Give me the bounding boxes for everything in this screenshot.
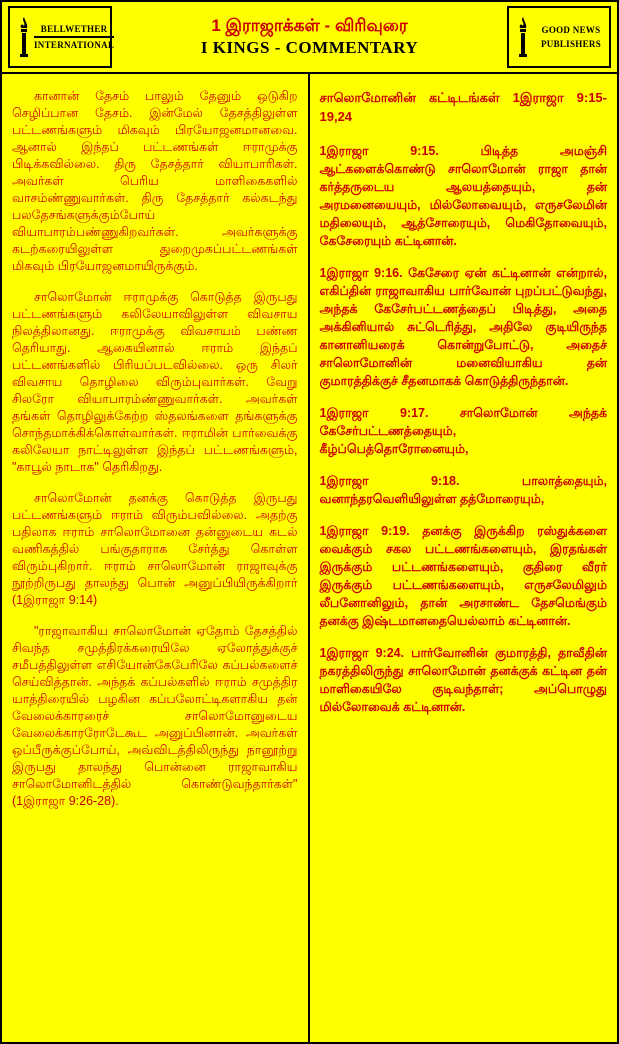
verse-item <box>320 472 608 508</box>
page-header <box>2 2 617 74</box>
commentary-paragraph: சாலொமோன் தனக்கு கொடுத்த இருபது பட்டணங்களும் ஈராம் விரும்பவில்லை. அதற்கு பதிலாக ஈராம் சாலொமோனை தன்னுடைய கடல் வணிகத்தில் பங்குதாராக சேர்த்து கொள்ள விரும்புகிறார். ஈராம் சாலொமோன் ராஜாவுக்கு நூற்றிருபது தாலந்து பொன் அனுப்பியிருக்கிறார் (1இராஜா 9:14) <box>12 491 298 607</box>
page-title-english: I KINGS - COMMENTARY <box>200 38 419 57</box>
bellwether-logo-line2: INTERNATIONAL <box>34 40 115 50</box>
verse-reference: 1இராஜா 9:16. <box>319 266 403 280</box>
page-title <box>112 2 507 72</box>
verse-reference: 1இராஜா 9:15. <box>319 144 439 158</box>
verse-text: பார்வோனின் குமாரத்தி, தாவீதின் நகரத்திலிருந்து சாலொமோன் தனக்குக் கட்டின தன் மாளிகையிலே குடிவந்தாள்; அப்பொழுது மில்லோவைக் கட்டினான். <box>319 646 607 714</box>
verse-text: பாலாத்தையும், வனாந்தரவெளியிலுள்ள தத்மோரையும், <box>319 474 607 506</box>
page-body <box>2 74 617 1042</box>
verse-item <box>320 522 608 630</box>
verse-text: பிடித்த அமஞ்சி ஆட்களைக்கொண்டு சாலொமோன் ராஜா தான் கர்த்தருடைய ஆலயத்தையும், தன் அரமனையையும், மில்லோவையும், எருசலேமின் மதிலையும், ஆத்சோரையும், மெகிதோவையும், கேசேரையும் கட்டினான். <box>319 144 607 248</box>
verse-reference: 1இராஜா 9:19. <box>319 524 410 538</box>
scripture-column <box>310 74 618 1042</box>
commentary-paragraph: "ராஜாவாகிய சாலொமோன் ஏதோம் தேசத்தில் சிவந்த சமுத்திரக்கரையிலே ஏலோத்துக்குச் சமீபத்திலுள்ள எசியோன்கேபேரிலே கப்பல்களைச் செய்வித்தான். அந்தக் கப்பல்களில் ஈராம் சமுத்திர யாத்திரையில் பழகின கப்பலோட்டிகளாகிய தன் வேலைக்காரரைச் சாலொமோனுடைய வேலைக்காரரோடேகூட அனுப்பினான். அவர்கள் ஒப்பீருக்குப்போய், அவ்விடத்திலிருந்து நானூற்று இருபது தாலந்து பொன்னை ராஜாவாகிய சாலொமோனிடத்தில் கொண்டுவந்தார்கள்" (1இராஜா 9:26-28). <box>12 624 298 808</box>
good-news-logo-line2: PUBLISHERS <box>540 39 602 49</box>
commentary-paragraph: கானான் தேசம் பாலும் தேனும் ஒடுகிற செழிப்பான தேசம். இன்மேல் தேசத்திலுள்ள பட்டணங்களும் மிகவும் பிரயோஜனமானவை. ஆனால் இந்தப் பட்டணங்கள் ஈராமுக்கு பிடிக்கவில்லை. திரு தேசத்தார் வியாபாரிகள். அவர்கள் பெரிய மாளிகைகளில் வாசம்ண்ணுவார்கள். திரு தேசத்தார் கல்கடந்து பலதேசங்களுக்கும்போய் வியாபாரம்பண்ணுகிறவர்கள். அவர்களுக்கு கடற்கரையிலுள்ள துறைமுகப்பட்டணங்கள் மிகவும் பிரயோஜனமாயிருக்கும். <box>12 89 298 273</box>
verse-reference: 1இராஜா 9:17. <box>319 406 429 420</box>
torch-icon-right <box>513 15 533 59</box>
commentary-column <box>2 74 310 1042</box>
verse-item <box>320 142 608 250</box>
bellwether-logo-text <box>34 23 114 51</box>
verse-text: கேசேரை ஏன் கட்டினான் என்றால், எகிப்தின் ராஜாவாகிய பார்வோன் புறப்பட்டுவந்து, அந்தக் கேசேர்பட்டணத்தைப் பிடித்து, அதை அக்கினியால் சுட்டெரித்து, அதிலே குடியிருந்த கானானியரைக் கொன்றுபோட்டு, அதைச் சாலொமோனின் மனைவியாகிய தன் குமாரத்திக்குச் சீதனமாகக் கொடுத்திருந்தான். <box>319 266 607 388</box>
scripture-section-heading: சாலொமோனின் கட்டிடங்கள் 1இராஜா 9:15-19,24 <box>319 90 607 124</box>
torch-icon <box>14 15 34 59</box>
page-title-tamil: 1 இராஜாக்கள் - விரிவுரை <box>211 16 408 35</box>
verse-reference: 1இராஜா 9:18. <box>319 474 460 488</box>
verse-reference: 1இராஜா 9:24. <box>319 646 405 660</box>
bellwether-logo-line1: BELLWETHER <box>34 23 114 38</box>
good-news-publishers-logo <box>507 6 611 68</box>
verse-text: தனக்கு இருக்கிற ரஸ்துக்களை வைக்கும் சகல பட்டணங்களையும், இரதங்கள் இருக்கும் பட்டணங்களையும், குதிரை வீரர் இருக்கும் பட்டணங்களையும், எருசலேமிலும் லீபனோனிலும், தான் அரசாண்ட தேசமெங்கும் தனக்கு இஷ்டமானதையெல்லாம் கட்டினான். <box>319 524 607 628</box>
commentary-paragraph: சாலொமோன் ஈராமுக்கு கொடுத்த இருபது பட்டணங்களும் கலிலேயாவிலுள்ள விவசாய நிலத்திலானது. ஈராமுக்கு விவசாயம் பண்ண தெரியாது. ஆகையினால் ஈராம் இந்தப் பட்டணங்களில் பிரியப்படவில்லை. ஒரு சிலர் விவசாய தொழிலை விரும்புவார்கள். வேறு சிலரோ வியாபாரம்ண்ணுவார்கள். அவர்கள் தங்கள் தொழிலுக்கேற்ற ஸ்தலங்களை தங்களுக்கு சொந்தமாக்கிக்கொள்வார்கள். ஈராமின் பார்வைக்கு கலிலேயா நாட்டிலுள்ள இந்தப் பட்டணங்களும், "காபூல் நாடாக" தெரிகிறது. <box>12 290 298 474</box>
good-news-logo-text <box>533 24 609 50</box>
bellwether-international-logo <box>8 6 115 68</box>
verse-text: சாலொமோன் அந்தக் கேசேர்பட்டணத்தையும், கீழ்ப்பெத்தொரோனையும், <box>319 406 607 456</box>
verse-item <box>320 404 608 458</box>
good-news-logo-line1: GOOD NEWS <box>541 25 601 35</box>
verse-item <box>320 644 608 716</box>
verse-item <box>320 264 608 390</box>
